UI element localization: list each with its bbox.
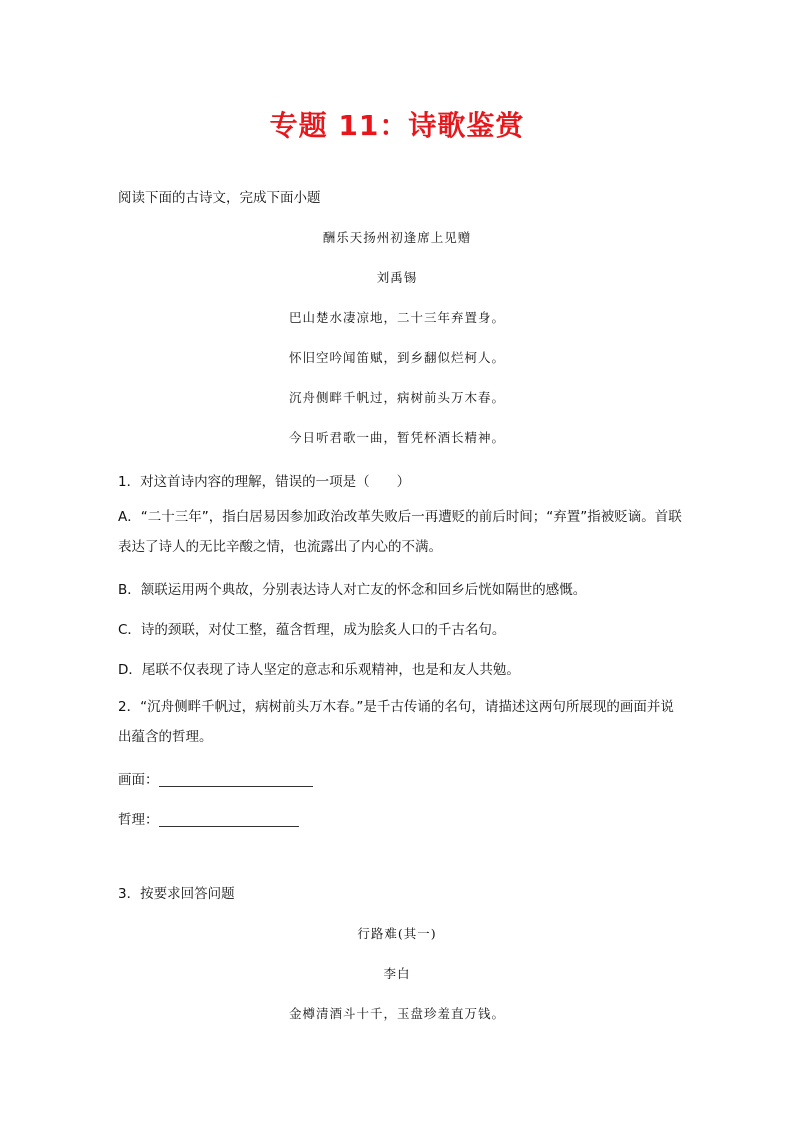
question-1-option-b: B．颔联运用两个典故，分别表达诗人对亡友的怀念和回乡后恍如隔世的感慨。: [118, 582, 587, 598]
page-title: 专题 11：诗歌鉴赏: [269, 109, 525, 142]
question-1-option-d: D．尾联不仅表现了诗人坚定的意志和乐观精神，也是和友人共勉。: [118, 662, 520, 678]
answer-row-philosophy: [118, 808, 299, 828]
poem1-line: 怀旧空吟闻笛赋，到乡翻似烂柯人。: [288, 350, 505, 365]
poem1-line: 巴山楚水凄凉地，二十三年弃置身。: [288, 310, 505, 325]
question-3-stem: 3．按要求回答问题: [118, 886, 235, 902]
question-1-stem: 1．对这首诗内容的理解，错误的一项是（ ）: [118, 474, 411, 490]
poem2-title: 行路难(其一): [357, 926, 437, 941]
answer-blank-scene[interactable]: [159, 772, 313, 787]
poem1-line: 今日听君歌一曲，暂凭杯酒长精神。: [288, 430, 505, 445]
poem1-author: 刘禹锡: [376, 270, 418, 285]
question-1-option-c: C．诗的颈联，对仗工整，蕴含哲理，成为脍炙人口的千古名句。: [118, 622, 506, 638]
poem1-line: 沉舟侧畔千帆过，病树前头万木春。: [288, 390, 505, 405]
answer-label-philosophy: 哲理：: [118, 812, 159, 828]
answer-row-scene: [118, 768, 313, 788]
question-1-option-a: A．“二十三年”，指白居易因参加政治改革失败后一再遭贬的前后时间；“弃置”指被贬谪。首联表达了诗人的无比辛酸之情，也流露出了内心的不满。: [118, 509, 682, 555]
poem2-line: 金樽清酒斗十千，玉盘珍羞直万钱。: [288, 1006, 505, 1021]
answer-label-scene: 画面：: [118, 772, 159, 788]
question-2-stem: 2．“沉舟侧畔千帆过，病树前头万木春。”是千古传诵的名句，请描述这两句所展现的画面并说出蕴含的哲理。: [118, 699, 674, 745]
poem2-author: 李白: [383, 966, 411, 981]
instruction-text: 阅读下面的古诗文，完成下面小题: [118, 190, 321, 206]
poem1-title: 酬乐天扬州初逢席上见赠: [322, 230, 472, 245]
answer-blank-philosophy[interactable]: [159, 812, 299, 827]
